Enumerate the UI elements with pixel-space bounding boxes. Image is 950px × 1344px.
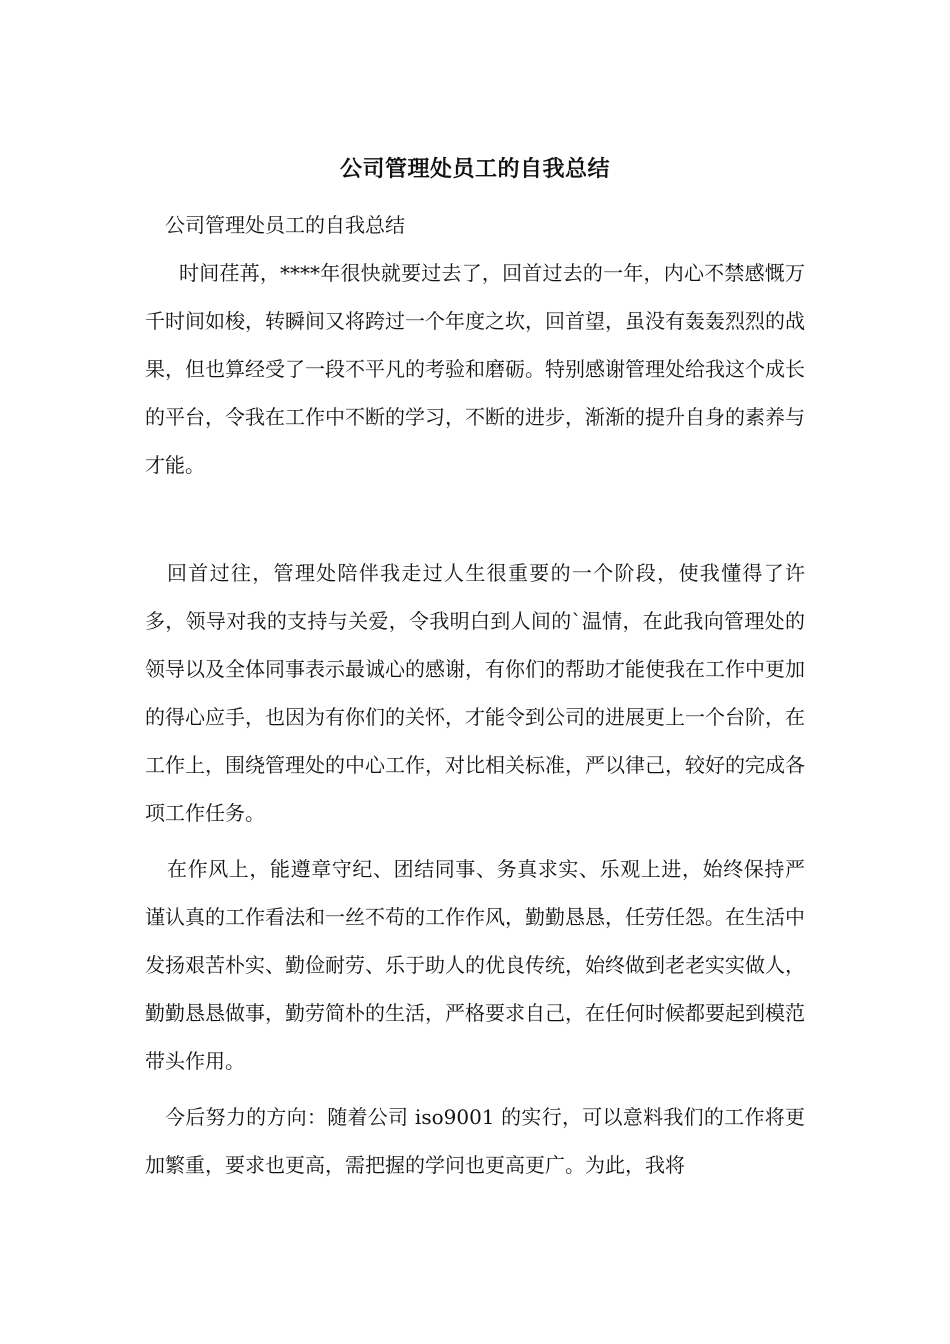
- paragraph-2: 回首过往，管理处陪伴我走过人生很重要的一个阶段，使我懂得了许多，领导对我的支持与关爱，令我明白到人间的`温情，在此我向管理处的领导以及全体同事表示最诚心的感谢，有你们的帮助才能使我在工作中更加的得心应手，也因为有你们的关怀，才能令到公司的进展更上一个台阶，在工作上，围绕管理处的中心工作，对比相关标准，严以律己，较好的完成各项工作任务。: [145, 561, 805, 825]
- paragraph-1: 时间荏苒，****年很快就要过去了，回首过去的一年，内心不禁感慨万千时间如梭，转瞬间又将跨过一个年度之坎，回首望，虽没有轰轰烈烈的战果，但也算经受了一段不平凡的考验和磨砺。特别感谢管理处给我这个成长的平台，令我在工作中不断的学习，不断的进步，渐渐的提升自身的素养与才能。: [145, 261, 805, 477]
- document-subtitle: 公司管理处员工的自我总结: [165, 213, 405, 237]
- paragraph-3: 在作风上，能遵章守纪、团结同事、务真求实、乐观上进，始终保持严谨认真的工作看法和一丝不苟的工作作风，勤勤恳恳，任劳任怨。在生活中发扬艰苦朴实、勤俭耐劳、乐于助人的优良传统，始终做到老老实实做人，勤勤恳恳做事，勤劳简朴的生活，严格要求自己，在任何时候都要起到模范带头作用。: [145, 857, 805, 1073]
- document-title: 公司管理处员工的自我总结: [339, 156, 610, 182]
- paragraph-4: 今后努力的方向：随着公司 iso9001 的实行，可以意料我们的工作将更加繁重，要求也更高，需把握的学问也更高更广。为此，我将: [145, 1105, 805, 1177]
